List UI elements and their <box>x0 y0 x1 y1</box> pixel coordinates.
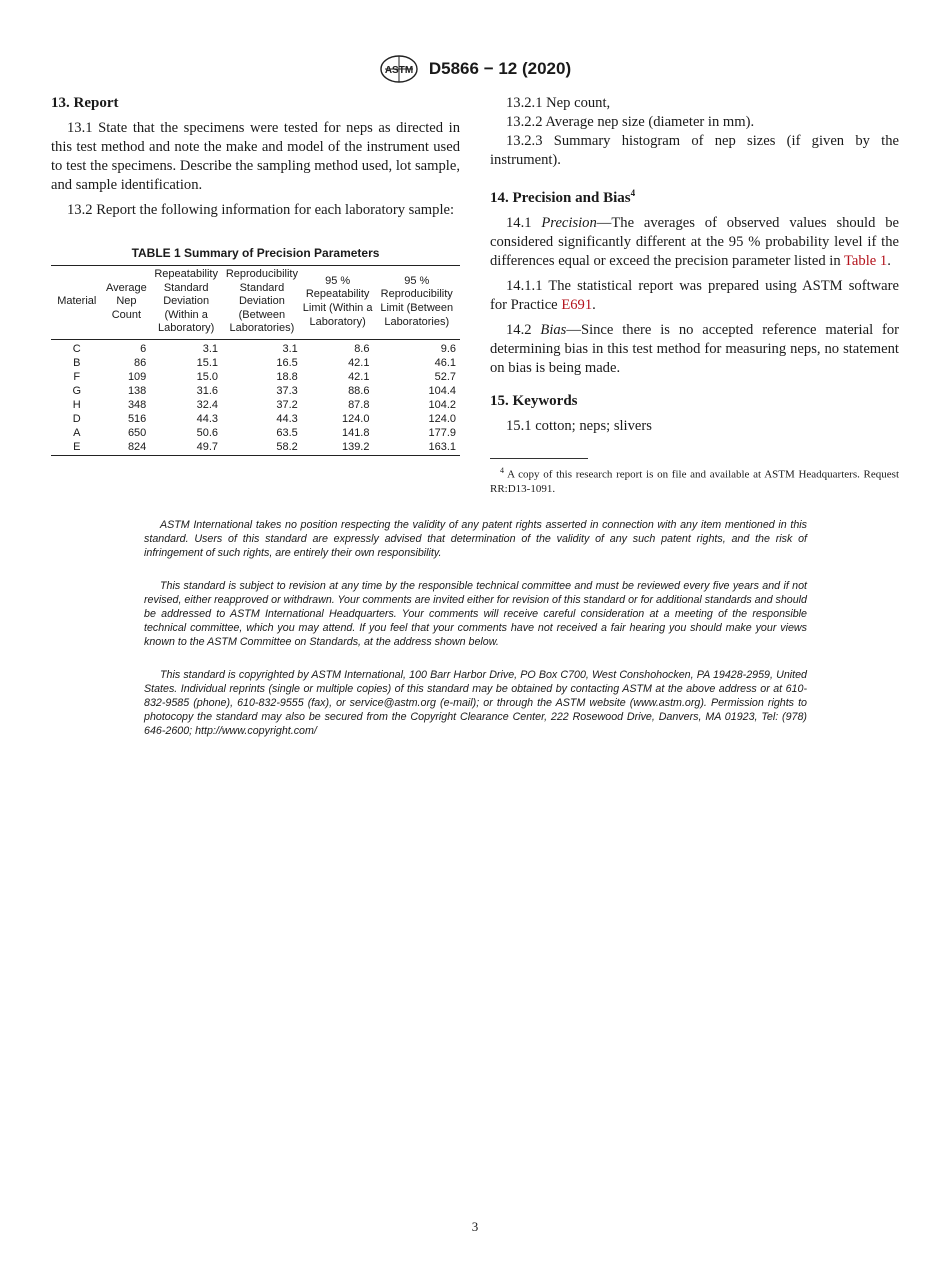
table-cell: 31.6 <box>196 385 219 398</box>
precision-term: Precision <box>541 215 597 231</box>
table-cell: 124.0 <box>428 413 456 426</box>
table-cell: 16.5 <box>276 357 298 370</box>
table-cell: 52.7 <box>434 371 456 384</box>
table-cell: 44.3 <box>276 413 298 426</box>
paragraph-13-1: 13.1 State that the specimens were tested for neps as directed in this test method and note the make and model of the instrument used to test the specimens. Describe the sampling method used, lot sample, and sample identification. <box>51 120 460 193</box>
paragraph-14-1: 14.1 Precision—The averages of observed values should be considered significantly different at the 95 % probability level if the differences equal or exceed the precision parameter listed in Table 1. <box>490 215 899 269</box>
table-cell: 46.1 <box>434 357 456 370</box>
table-cell: 86 <box>134 357 147 370</box>
column-header: Average Nep Count <box>106 281 147 321</box>
table-cell: F <box>73 371 81 384</box>
astm-logo-icon <box>379 54 419 84</box>
paragraph-14-1-1: 14.1.1 The statistical report was prepared using ASTM software for Practice E691. <box>490 278 899 313</box>
table-row <box>51 385 460 399</box>
table-cell: 177.9 <box>428 427 456 440</box>
footnote-ref[interactable]: 4 <box>630 188 636 198</box>
table-cell: E <box>73 441 81 454</box>
table-cell: 9.6 <box>440 343 456 356</box>
paragraph-13-2-1: 13.2.1 Nep count, <box>506 95 611 111</box>
footnote-marker: 4 <box>500 466 504 475</box>
paragraph-14-1-1-text: 14.1.1 The statistical report was prepared using ASTM software for Practice <box>490 278 899 313</box>
right-column <box>490 94 899 497</box>
table-cell: G <box>72 385 82 398</box>
table-cell: 6 <box>140 343 147 356</box>
paragraph-13-2-3: 13.2.3 Summary histogram of nep sizes (if given by the instrument). <box>490 133 899 168</box>
table-cell: 42.1 <box>348 371 370 384</box>
table-cell: B <box>73 357 81 370</box>
table-cell: H <box>72 399 81 412</box>
table-cell: 58.2 <box>276 441 298 454</box>
section-13-heading: 13. Report <box>51 95 119 111</box>
table-cell: 3.1 <box>202 343 219 356</box>
table-cell: 141.8 <box>341 427 370 440</box>
table-cell: 8.6 <box>354 343 370 356</box>
table-cell: 3.1 <box>282 343 298 356</box>
e691-link[interactable]: E691 <box>561 297 593 313</box>
column-header: Reproducibility Standard Deviation (Between Laboratories) <box>225 268 298 335</box>
paragraph-14-1-number: 14.1 <box>506 215 532 231</box>
table-cell: 18.8 <box>276 371 298 384</box>
table-cell: 44.3 <box>196 413 219 426</box>
left-column <box>51 94 460 456</box>
table-cell: 516 <box>127 413 147 426</box>
table-cell: 138 <box>127 385 147 398</box>
table-cell: 32.4 <box>196 399 219 412</box>
table-cell: C <box>72 343 81 356</box>
copyright-notice: This standard is copyrighted by ASTM International, 100 Barr Harbor Drive, PO Box C700, West Conshohocken, PA 19428-2959, United States. Individual reprints (single or multiple copies) of this standard may be obtained by contacting ASTM at the above address or at 610-832-9585 (phone), 610-832-9555 (fax), or service@astm.org (e-mail); or through the ASTM website (www.astm.org). Permission rights to photocopy the standard may also be secured from the Copyright Clearance Center, 222 Rosewood Drive, Danvers, MA 01923, Tel: (978) 646-2600; http://www.copyright.com/ <box>144 669 807 737</box>
column-header: Material <box>57 295 97 308</box>
paragraph-13-2: 13.2 Report the following information for each laboratory sample: <box>67 202 455 218</box>
table-header-row <box>51 266 460 340</box>
table-cell: 104.2 <box>428 399 456 412</box>
table-cell: 15.1 <box>196 357 219 370</box>
precision-table <box>51 265 460 456</box>
table-cell: 88.6 <box>348 385 370 398</box>
column-header: 95 % Repeatability Limit (Within a Laboratory) <box>302 274 373 328</box>
logo-text: ASTM <box>384 65 414 76</box>
table-body <box>51 339 460 455</box>
section-14-heading-text: 14. Precision and Bias <box>490 190 631 206</box>
patent-notice: ASTM International takes no position respecting the validity of any patent rights asserted in connection with any item mentioned in this standard. Users of this standard are expressly advised that determination of the validity of any such patent rights, and the risk of infringement of such rights, are entirely their own responsibility. <box>144 519 807 559</box>
footnote-text: A copy of this research report is on file and available at ASTM Headquarters. Request RR:D13-1091. <box>490 468 899 496</box>
table-row <box>51 339 460 357</box>
table-cell: 42.1 <box>348 357 370 370</box>
section-14-heading <box>490 184 899 208</box>
table-cell: 163.1 <box>428 441 456 454</box>
revision-notice: This standard is subject to revision at any time by the responsible technical committee and must be reviewed every five years and if not revised, either reapproved or withdrawn. Your comments are invited either for revision of this standard or for additional standards and should be addressed to ASTM International Headquarters. Your comments will receive careful consideration at a meeting of the responsible technical committee, which you may attend. If you feel that your comments have not received a fair hearing you should make your views known to the ASTM Committee on Standards, at the address shown below. <box>144 580 807 648</box>
table-cell: 124.0 <box>341 413 370 426</box>
paragraph-14-2-text: —Since there is no accepted reference material for determining bias in this test method for measuring neps, no statement on bias is being made. <box>490 322 899 376</box>
table-row <box>51 399 460 413</box>
paragraph-14-1-text: —The averages of observed values should be considered significantly different at the 95 % probability level if the differences equal or exceed the precision parameter listed in <box>490 215 899 269</box>
column-header: 95 % Reproducibility Limit (Between Laboratories) <box>380 274 454 328</box>
table-row <box>51 441 460 456</box>
document-designation: D5866 − 12 (2020) <box>428 59 572 78</box>
page-header <box>0 54 950 84</box>
table-1-title: TABLE 1 Summary of Precision Parameters <box>131 246 380 260</box>
table-row <box>51 427 460 441</box>
paragraph-14-2-number: 14.2 <box>506 322 532 338</box>
page-number: 3 <box>471 1219 479 1234</box>
table-cell: 37.3 <box>276 385 298 398</box>
footnote-divider <box>490 458 588 459</box>
table-row <box>51 371 460 385</box>
paragraph-15-1: 15.1 cotton; neps; slivers <box>506 418 652 434</box>
table-cell: 109 <box>127 371 147 384</box>
table-cell: 49.7 <box>196 441 219 454</box>
table-cell: 824 <box>127 441 147 454</box>
table-cell: 87.8 <box>348 399 370 412</box>
table-cell: 50.6 <box>196 427 219 440</box>
table-cell: 37.2 <box>276 399 298 412</box>
table-1-link[interactable]: Table 1 <box>844 253 888 269</box>
footnote <box>490 464 899 497</box>
table-cell: 63.5 <box>276 427 298 440</box>
table-cell: 348 <box>127 399 147 412</box>
table-cell: 139.2 <box>341 441 370 454</box>
bias-term: Bias <box>540 322 567 338</box>
table-cell: 104.4 <box>428 385 456 398</box>
table-row <box>51 357 460 371</box>
section-15-heading: 15. Keywords <box>490 393 578 409</box>
paragraph-14-2 <box>490 321 899 378</box>
table-row <box>51 413 460 427</box>
paragraph-13-2-2: 13.2.2 Average nep size (diameter in mm). <box>506 114 755 130</box>
table-cell: A <box>73 427 81 440</box>
table-cell: D <box>72 413 81 426</box>
column-header: Repeatability Standard Deviation (Within a Laboratory) <box>154 268 218 335</box>
table-cell: 15.0 <box>196 371 219 384</box>
table-cell: 650 <box>127 427 147 440</box>
